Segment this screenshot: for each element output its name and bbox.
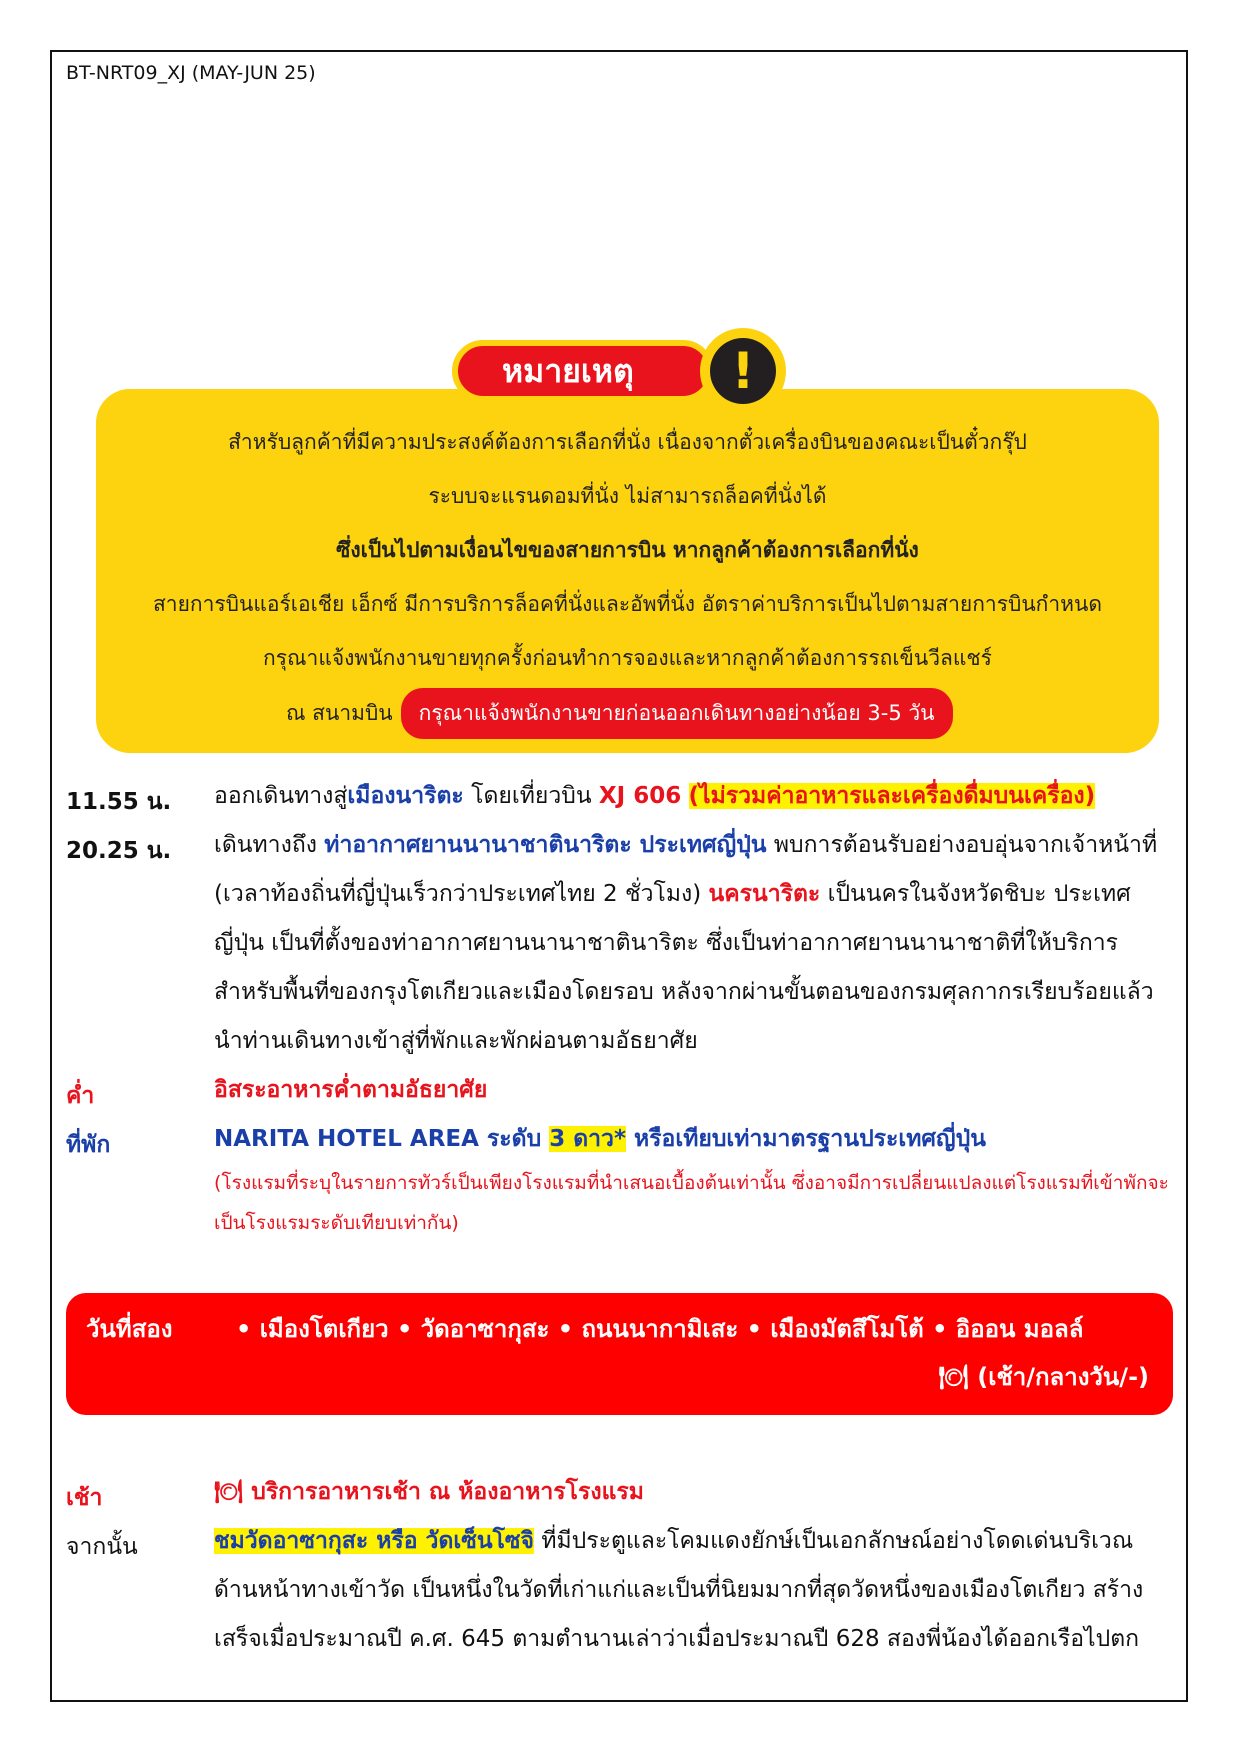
text: ออกเดินทางสู่ xyxy=(214,783,348,809)
text: บริการอาหารเช้า ณ ห้องอาหารโรงแรม xyxy=(251,1479,644,1505)
text: เป็นนครในจังหวัดชิบะ ประเทศญี่ปุ่น เป็นที่ตั้งของท่าอากาศยานนานาชาตินาริตะ ซึ่งเป็นท่าอากาศยานนานาชาติที่ให้บริการสำหรับพื้นที่ของกรุงโตเกียวและเมืองโดยรอบ หลังจากผ่านขั้นตอนของกรมศุลกากรเรียบร้อยแล้ว นำท่านเดินทางเข้าสู่ที่พักและพักผ่อนตามอัธยาศัย xyxy=(214,881,1154,1054)
hotel-text xyxy=(214,1115,1174,1164)
airport-name: ท่าอากาศยานนานาชาตินาริตะ ประเทศญี่ปุ่น xyxy=(324,832,767,858)
breakfast-text xyxy=(214,1468,1174,1517)
meals-text: (เช้า/กลางวัน/-) xyxy=(977,1363,1149,1391)
hotel-label: ที่พัก xyxy=(66,1132,111,1158)
meal-icon: 🍽 xyxy=(214,1479,244,1505)
temple-name: ชมวัดอาซากุสะ หรือ วัดเซ็นโซจิ xyxy=(214,1528,535,1554)
text: โดยเที่ยวบิน xyxy=(463,783,599,809)
text: NARITA HOTEL AREA ระดับ xyxy=(214,1126,550,1152)
text: ที่มีประตูและโคมแดงยักษ์เป็นเอกลักษณ์อย่างโดดเด่นบริเวณด้านหน้าทางเข้าวัด เป็นหนึ่งในวัดที่เก่าแก่และเป็นที่นิยมมากที่สุดวัดหนึ่งของเมืองโตเกียว สร้างเสร็จเมื่อประมาณปี ค.ศ. 645 ตามตำนานเล่าว่าเมื่อประมาณปี 628 สองพี่น้องได้ออกเรือไปตก xyxy=(214,1528,1144,1652)
text: พบการต้อนรับอย่างอบอุ่นจากเจ้าหน้าที่ (เวลาท้องถิ่นที่ญี่ปุ่นเร็วกว่าประเทศไทย 2 ชั่วโมง) xyxy=(214,832,1158,907)
notice-line-5: กรุณาแจ้งพนักงานขายทุกครั้งก่อนทำการจองและหากลูกค้าต้องการรถเข็นวีลแชร์ xyxy=(263,646,992,670)
flight-number: XJ 606 xyxy=(598,783,682,809)
hotel-note: (โรงแรมที่ระบุในรายการทัวร์เป็นเพียงโรงแรมที่นำเสนอเบื้องต้นเท่านั้น ซึ่งอาจมีการเปลี่ยนแปลงแต่โรงแรมที่เข้าพักจะเป็นโรงแรมระดับเทียบเท่ากัน) xyxy=(214,1172,1169,1234)
arrival-text xyxy=(214,821,1174,1066)
notice-line-1: สำหรับลูกค้าที่มีความประสงค์ต้องการเลือกที่นั่ง เนื่องจากตั๋วเครื่องบินของคณะเป็นตั๋วกรุ๊ป xyxy=(228,430,1027,454)
exclamation-icon: ! xyxy=(710,338,776,404)
next-text xyxy=(214,1517,1174,1664)
notice-deadline-pill: กรุณาแจ้งพนักงานขายก่อนออกเดินทางอย่างน้อย 3-5 วัน xyxy=(401,688,953,739)
city-name: เมืองนาริตะ xyxy=(347,783,464,809)
meal-icon: 🍽 xyxy=(938,1363,969,1391)
time-arrival: 20.25 น. xyxy=(66,838,172,864)
notice-line-2: ระบบจะแรนดอมที่นั่ง ไม่สามารถล็อคที่นั่งได้ xyxy=(428,484,827,508)
city-name: นครนาริตะ xyxy=(708,881,821,907)
time-departure: 11.55 น. xyxy=(66,789,172,815)
document-code: BT-NRT09_XJ (MAY-JUN 25) xyxy=(66,62,316,84)
next-label: จากนั้น xyxy=(66,1534,138,1560)
departure-text xyxy=(214,772,1174,821)
day-label: วันที่สอง xyxy=(86,1315,173,1343)
notice-line-4: สายการบินแอร์เอเชีย เอ็กซ์ มีการบริการล็อคที่นั่งและอัพที่นั่ง อัตราค่าบริการเป็นไปตามสายการบินกำหนด xyxy=(152,592,1103,616)
breakfast-label: เช้า xyxy=(66,1485,103,1511)
notice-airport-label: ณ สนามบิน xyxy=(286,701,393,725)
day-banner xyxy=(66,1293,1173,1415)
day-meals xyxy=(938,1357,1149,1396)
meal-note: (ไม่รวมค่าอาหารและเครื่องดื่มบนเครื่อง) xyxy=(688,783,1096,809)
text: เดินทางถึง xyxy=(214,832,325,858)
day-places: • เมืองโตเกียว • วัดอาซากุสะ • ถนนนากามิเสะ • เมืองมัตสึโมโต้ • อิออน มอลล์ xyxy=(236,1315,1084,1343)
notice-title: หมายเหตุ xyxy=(452,340,714,402)
dinner-label: ค่ำ xyxy=(66,1083,95,1109)
dinner-text: อิสระอาหารค่ำตามอัธยาศัย xyxy=(214,1077,488,1103)
notice-last-line xyxy=(286,688,953,739)
notice-line-3: ซึ่งเป็นไปตามเงื่อนไขของสายการบิน หากลูกค้าต้องการเลือกที่นั่ง xyxy=(336,538,919,562)
hotel-stars: 3 ดาว* xyxy=(549,1126,626,1152)
text: หรือเทียบเท่ามาตรฐานประเทศญี่ปุ่น xyxy=(626,1126,986,1152)
